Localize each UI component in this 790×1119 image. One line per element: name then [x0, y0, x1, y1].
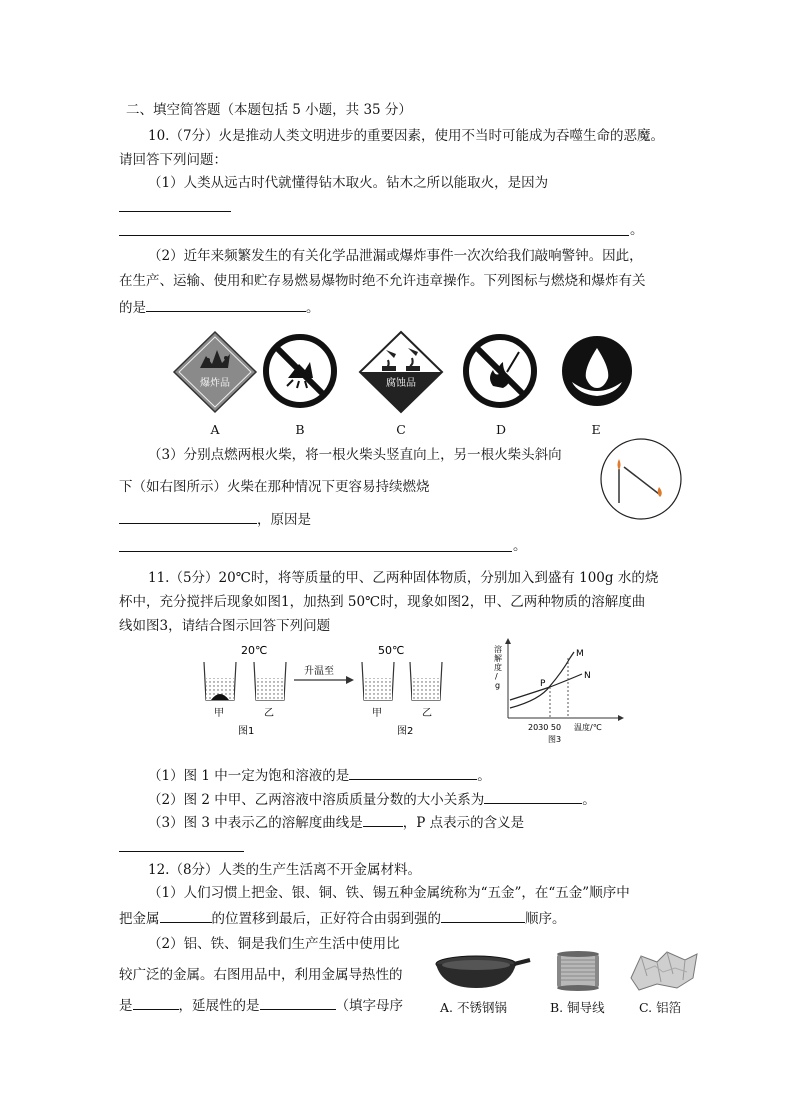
icon-letter-e: E — [591, 422, 601, 437]
x-tick-labels: 2030 50 — [528, 723, 562, 732]
item-c-label: C. 铝箔 — [639, 1000, 682, 1015]
matches-figure — [599, 437, 683, 521]
explosive-diamond-icon — [170, 330, 260, 414]
point-p-label: P — [540, 679, 546, 689]
item-a-label: A. 不锈钢锅 — [440, 1000, 507, 1015]
q10-part3-period: 。 — [513, 538, 527, 554]
fig2-yi-label: 乙 — [422, 708, 432, 719]
q12-part2-text-c: （填字母序 — [335, 998, 403, 1014]
q11-part1-text: （1）图 1 中一定为饱和溶液的是 — [148, 768, 350, 784]
q10-part1-blank-a[interactable] — [119, 211, 231, 212]
q10-part2-line2: 在生产、运输、使用和贮存易燃易爆物时绝不允许违章操作。下列图标与燃烧和爆炸有关 — [119, 273, 646, 289]
aluminum-foil-image — [627, 948, 701, 994]
curve-n-label: N — [584, 671, 591, 681]
fig3-caption: 图3 — [548, 735, 562, 744]
fig1-temp-label: 20℃ — [241, 644, 268, 657]
q11-part3-blank-b[interactable] — [119, 851, 244, 852]
q10-part2-blank[interactable] — [146, 297, 306, 312]
q11-part1 — [148, 765, 491, 785]
q10-stem-line2: 请回答下列问题： — [119, 152, 227, 168]
q10-part2-period: 。 — [306, 300, 320, 316]
q11-stem-line1: 11.（5分）20℃时，将等质量的甲、乙两种固体物质，分别加入到盛有 100g 水的烧 — [148, 570, 659, 586]
wok-pan-image — [432, 948, 532, 998]
icon-letter-d: D — [495, 422, 507, 437]
solubility-curve-figure — [490, 638, 630, 746]
q10-part2-line3 — [119, 297, 320, 317]
copper-wire-spool-image — [553, 948, 603, 994]
q11-stem-line2: 杯中，充分搅拌后现象如图1，加热到 50℃时，现象如图2，甲、乙两种物质的溶解度曲 — [119, 594, 646, 610]
q11-part3 — [148, 812, 524, 832]
q10-part3-line1: （3）分别点燃两根火柴，将一根火柴头竖直向上，另一根火柴头斜向 — [148, 447, 562, 463]
y-label-1: 溶 — [494, 645, 502, 654]
q12-part1-text-b: 的位置移到最后，正好符合由弱到强的 — [211, 911, 441, 927]
fig2-caption: 图2 — [397, 726, 414, 737]
q11-part2-period: 。 — [582, 792, 596, 808]
q12-part2-line1: （2）铝、铁、铜是我们生产生活中使用比 — [148, 936, 400, 952]
q12-part2-text-a: 是 — [119, 998, 133, 1014]
fig1-caption: 图1 — [238, 726, 255, 737]
q12-part1-text-c: 顺序。 — [525, 911, 566, 927]
icon-letter-a: A — [210, 422, 220, 437]
q10-part3-blank-b[interactable] — [119, 551, 512, 552]
q10-part1: （1）人类从远古时代就懂得钻木取火。钻木之所以能取火，是因为 — [148, 175, 549, 191]
q11-part3-text: （3）图 3 中表示乙的溶解度曲线是 — [148, 815, 363, 831]
q12-part1-blank-a[interactable] — [160, 908, 212, 923]
beaker-experiment-figure — [196, 640, 456, 740]
q10-part2-line1: （2）近年来频繁发生的有关化学品泄漏或爆炸事件一次次给我们敲响警钟。因此， — [148, 248, 643, 264]
no-fireworks-icon — [263, 334, 337, 408]
corrosive-label: 腐蚀品 — [386, 378, 416, 389]
icon-letter-b: B — [295, 422, 305, 437]
y-label-4: / — [495, 672, 498, 681]
water-drop-icon — [560, 334, 634, 408]
q10-part3-blank-a[interactable] — [119, 509, 257, 524]
icon-letter-c: C — [396, 422, 406, 437]
q11-part3-blank-a[interactable] — [363, 812, 403, 827]
no-open-flame-icon — [463, 334, 537, 408]
explosive-label: 爆炸品 — [200, 378, 230, 389]
corrosive-diamond-icon — [356, 330, 446, 414]
fig1-jia-label: 甲 — [214, 708, 224, 719]
q12-part2-text-b: ，延展性的是 — [178, 998, 260, 1014]
y-label-5: g — [495, 681, 501, 690]
q10-part1-blank-b[interactable] — [119, 235, 629, 236]
fig2-jia-label: 甲 — [372, 708, 382, 719]
q10-part3-reason-label: ，原因是 — [257, 512, 311, 528]
x-axis-label: 温度/℃ — [574, 723, 602, 732]
item-b-label: B. 铜导线 — [550, 1000, 605, 1015]
q11-part2-blank[interactable] — [484, 789, 582, 804]
heat-arrow-label: 升温至 — [304, 666, 334, 677]
q11-part3-text-b: ，P 点表示的含义是 — [402, 815, 525, 831]
q12-part2-blank-a[interactable] — [133, 995, 179, 1010]
q12-part2-blank-b[interactable] — [260, 995, 336, 1010]
q10-part2-prefix: 的是 — [119, 300, 146, 316]
curve-m-label: M — [576, 649, 584, 659]
q12-part1-line2 — [119, 908, 566, 928]
q12-stem: 12.（8分）人类的生产生活离不开金属材料。 — [148, 862, 422, 878]
q11-part1-period: 。 — [477, 768, 491, 784]
q12-part1-text-a: 把金属 — [119, 911, 160, 927]
q12-part2-line2: 较广泛的金属。右图用品中，利用金属导热性的 — [119, 967, 403, 983]
q12-part1-line1: （1）人们习惯上把金、银、铜、铁、锡五种金属统称为“五金”，在“五金”顺序中 — [148, 885, 630, 901]
fig2-temp-label: 50℃ — [378, 644, 405, 657]
fig1-yi-label: 乙 — [264, 708, 274, 719]
q12-part2-line3 — [119, 995, 403, 1015]
section-title: 二、填空简答题（本题包括 5 小题，共 35 分） — [126, 102, 412, 118]
q10-stem-line1: 10.（7分）火是推动人类文明进步的重要因素，使用不当时可能成为吞噬生命的恶魔。 — [148, 128, 665, 144]
q11-part2 — [148, 789, 596, 809]
q11-part2-text: （2）图 2 中甲、乙两溶液中溶质质量分数的大小关系为 — [148, 792, 485, 808]
q11-part1-blank[interactable] — [349, 765, 477, 780]
q10-part3-line2: 下（如右图所示）火柴在那种情况下更容易持续燃烧 — [119, 479, 430, 495]
y-label-3: 度 — [494, 663, 502, 672]
q10-part3-line3 — [119, 509, 311, 529]
y-label-2: 解 — [494, 654, 502, 663]
q12-part1-blank-b[interactable] — [441, 908, 525, 923]
q10-part1-period: 。 — [630, 222, 644, 238]
q11-stem-line3: 线如图3，请结合图示回答下列问题 — [119, 618, 331, 634]
